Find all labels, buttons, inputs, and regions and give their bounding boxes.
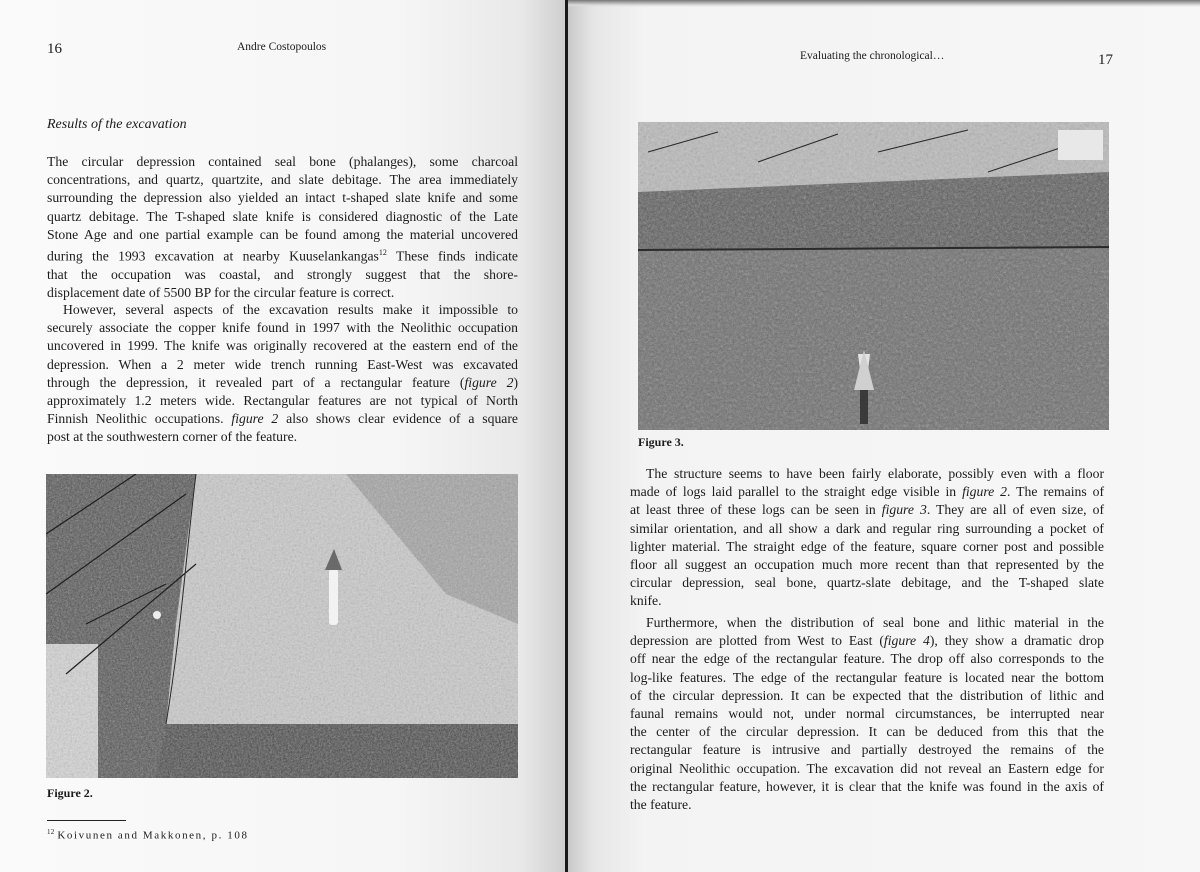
text-line: the rectangular feature, however, it is clear that the knife was found in the axis of — [630, 778, 1104, 794]
page-edge-shadow — [568, 0, 1200, 7]
text-segment: Finnish Neolithic occupations. — [47, 411, 232, 427]
figure-3-photo — [638, 122, 1109, 430]
right-paragraph-2 — [630, 614, 1104, 814]
left-running-header: Andre Costopoulos — [237, 41, 327, 53]
text-line: log-like features. The edge of the rectangular feature is located near the bottom — [630, 669, 1104, 685]
text-segment: . The remains of — [1007, 484, 1105, 500]
left-paragraph-1 — [47, 153, 518, 302]
text-line: the center of the circular depression. It can be deduced from this that the — [630, 724, 1104, 740]
text-line: displacement date of 5500 BP for the circular feature is correct. — [47, 284, 395, 300]
figure-2-caption: Figure 2. — [47, 786, 93, 800]
footnote-rule — [47, 820, 126, 821]
right-running-header: Evaluating the chronological… — [800, 50, 945, 62]
text-line: that the occupation was coastal, and strongly suggest that the shore- — [47, 266, 518, 282]
text-segment: made of logs laid parallel to the straight edge visible in — [630, 484, 963, 500]
text-line: approximately 1.2 meters wide. Rectangular features are not typical of North — [47, 393, 518, 409]
text-line: lighter material. The straight edge of the feature, square corner post and possible — [630, 538, 1104, 554]
text-line: faunal remains would not, under normal circumstances, be interrupted near — [630, 706, 1104, 722]
text-line: original Neolithic occupation. The excavation did not reveal an Eastern edge for — [630, 760, 1104, 776]
figure-3-caption: Figure 3. — [638, 435, 684, 449]
text-line: post at the southwestern corner of the feature. — [47, 429, 298, 445]
text-line: of the circular depression. It can be expected that the distribution of lithic and — [630, 687, 1104, 703]
footnote — [47, 828, 249, 842]
text-segment: at least three of these logs can be seen in — [630, 502, 882, 518]
text-line: knife. — [630, 593, 662, 609]
text-line: Stone Age and one partial example can be found among the material uncovered — [47, 226, 518, 242]
footnote-reference: 12 — [378, 248, 387, 258]
footnote-number: 12 — [47, 828, 55, 836]
text-line: uncovered in 1999. The knife was originally recovered at the eastern end of the — [47, 338, 518, 354]
text-segment: . They are all of even size, of — [926, 502, 1105, 518]
text-line: However, several aspects of the excavation results make it impossible to — [63, 302, 518, 317]
figure-2-photo — [46, 474, 518, 778]
text-line — [630, 483, 1104, 501]
footnote-text: Koivunen and Makkonen, p. 108 — [57, 829, 249, 842]
text-segment: These finds indicate — [386, 248, 518, 264]
text-line — [630, 501, 1104, 519]
text-line: quartz debitage. The T-shaped slate knife is considered diagnostic of the Late — [47, 208, 518, 224]
figure-reference: figure 2 — [231, 411, 279, 427]
left-page-number: 16 — [47, 41, 62, 57]
text-segment: ), they show a dramatic drop — [929, 633, 1104, 649]
text-line — [47, 374, 518, 392]
figure-reference: figure 2 — [464, 374, 514, 390]
text-line: floor all suggest an occupation much more recent than that represented by the — [630, 557, 1104, 573]
text-segment: during the 1993 excavation at nearby Kuuselankangas — [47, 248, 379, 264]
text-line: securely associate the copper knife found in 1997 with the Neolithic occupation — [47, 320, 518, 336]
text-line — [47, 410, 518, 428]
right-paragraph-1 — [630, 465, 1104, 611]
text-line: circular depression, seal bone, quartz-slate debitage, and the T-shaped slate — [630, 575, 1104, 591]
text-line: surrounding the depression also yielded an intact t-shaped slate knife and some — [47, 190, 518, 206]
text-line: similar orientation, and all show a dark and regular ring surrounding a pocket of — [630, 520, 1104, 536]
text-segment: through the depression, it revealed part of a rectangular feature ( — [47, 374, 465, 390]
text-line: concentrations, and quartz, quartzite, and slate debitage. The area immediately — [47, 172, 518, 188]
text-line: the feature. — [630, 797, 692, 813]
left-page — [0, 0, 565, 872]
figure-reference: figure 3 — [881, 502, 927, 518]
text-segment: also shows clear evidence of a square — [278, 411, 518, 427]
text-line — [630, 632, 1104, 650]
text-segment: depression are plotted from West to East ( — [630, 633, 884, 649]
text-line: The structure seems to have been fairly elaborate, possibly even with a floor — [646, 466, 1104, 481]
text-line: Furthermore, when the distribution of seal bone and lithic material in the — [646, 615, 1104, 630]
left-paragraph-2 — [47, 301, 518, 447]
text-line: off near the edge of the rectangular feature. The drop off also corresponds to the — [630, 651, 1104, 667]
figure-reference: figure 2 — [962, 484, 1008, 500]
figure-reference: figure 4 — [883, 633, 930, 649]
text-line — [47, 244, 518, 266]
text-line: rectangular feature is intrusive and partially destroyed the remains of the — [630, 742, 1104, 758]
text-line: depression. When a 2 meter wide trench running East-West was excavated — [47, 356, 518, 372]
right-page — [568, 0, 1200, 872]
text-segment: ) — [513, 374, 519, 390]
section-heading: Results of the excavation — [47, 117, 187, 132]
right-page-number: 17 — [1098, 52, 1113, 68]
text-line: The circular depression contained seal bone (phalanges), some charcoal — [47, 154, 518, 169]
